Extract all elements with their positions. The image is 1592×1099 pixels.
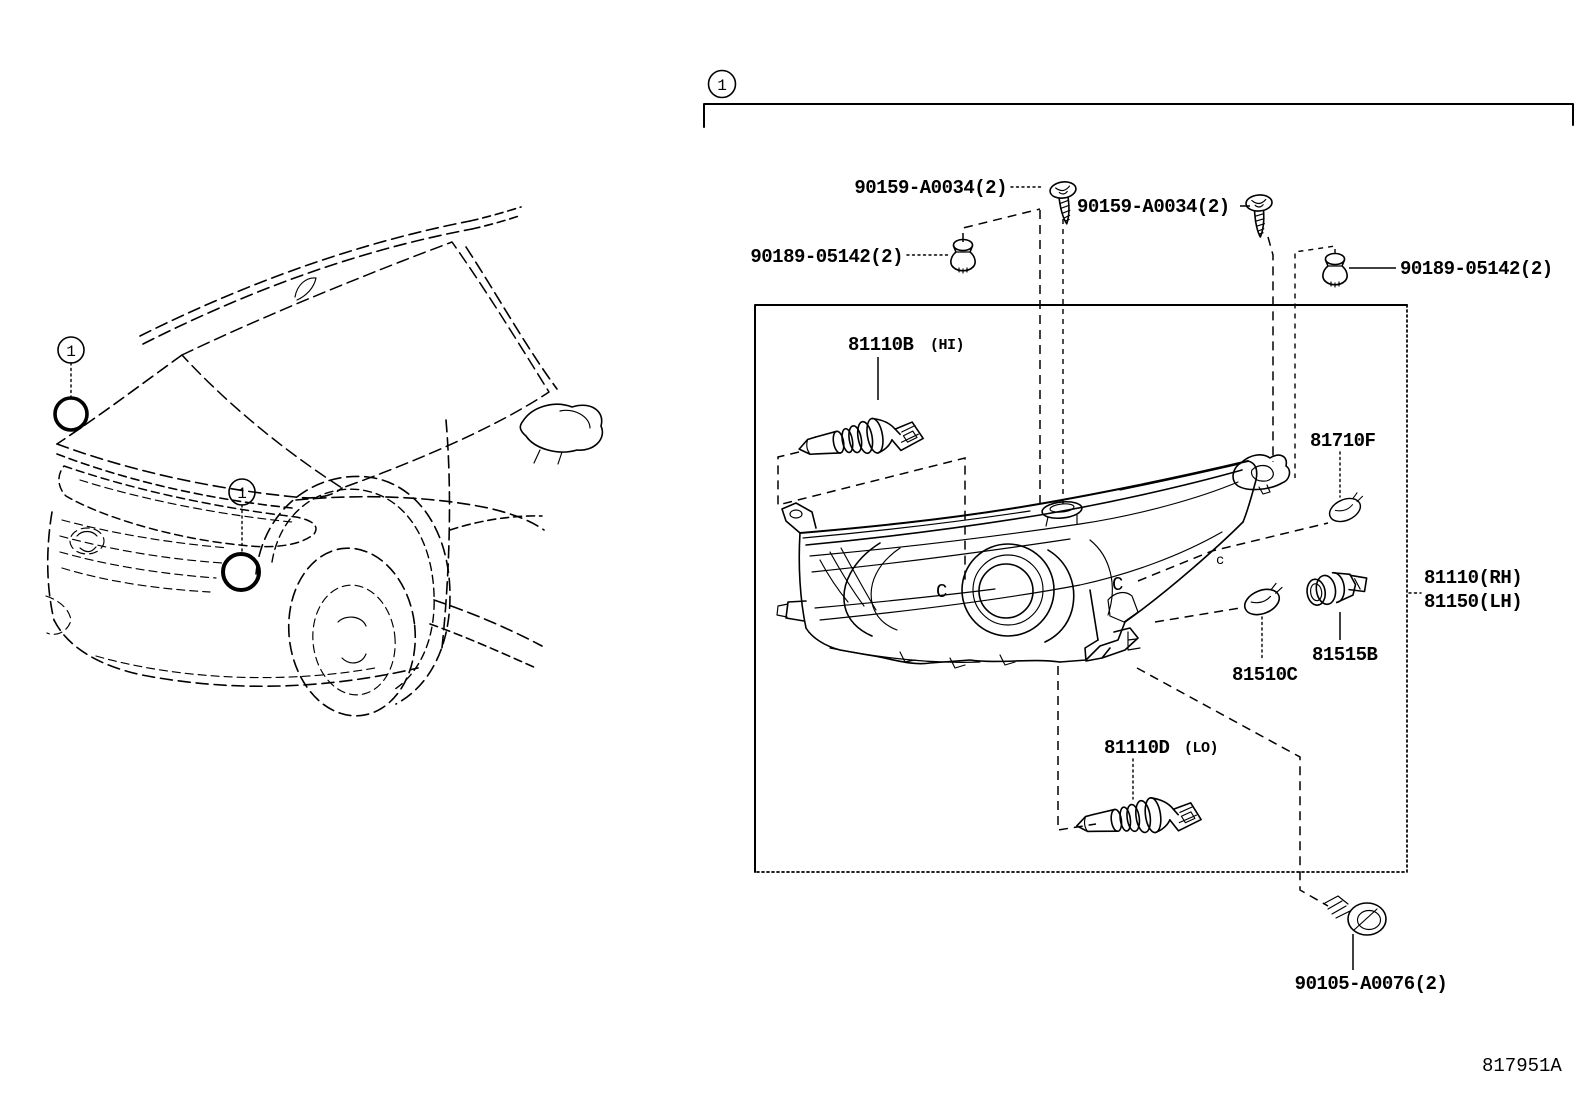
label-clip-left: 90189-05142(2)	[750, 246, 903, 268]
push-clip-icon	[951, 240, 975, 274]
car-callout-2-number: 1	[237, 485, 247, 503]
part-icons	[796, 180, 1386, 935]
car-callout-side	[223, 479, 259, 590]
label-bulb-clearance: 81510C	[1232, 664, 1298, 686]
label-screw-top-right: 90159-A0034(2)	[1077, 196, 1230, 218]
screw-icon	[1049, 180, 1081, 225]
flange-bolt-icon	[1325, 896, 1386, 935]
low-beam-bulb-icon	[1074, 791, 1202, 844]
label-bulb-side-marker: 81710F	[1310, 430, 1376, 452]
lamp-mark-left-c: C	[936, 581, 948, 603]
screw-icon	[1245, 194, 1274, 238]
car-callout-1-number: 1	[66, 343, 76, 361]
high-beam-bulb-icon	[796, 410, 924, 467]
label-bulb-high: 81110B	[848, 334, 914, 356]
section-callout-number: 1	[717, 77, 727, 95]
clearance-bulb-icon	[1241, 582, 1289, 620]
label-bulb-low-note: (LO)	[1184, 740, 1219, 757]
part-boundary-box	[755, 305, 1407, 872]
car-callout-front	[55, 337, 87, 430]
headlamp-assembly-drawing	[777, 455, 1289, 668]
front-wheel	[256, 476, 450, 722]
lamp-mark-small-c: c	[1216, 553, 1225, 569]
label-bolt-lower: 90105-A0076(2)	[1294, 973, 1448, 995]
label-socket: 81515B	[1312, 644, 1378, 666]
socket-icon	[1305, 568, 1370, 607]
label-bulb-high-note: (HI)	[930, 337, 965, 354]
figure-code: 817951A	[1482, 1055, 1562, 1077]
section-bracket	[704, 71, 1573, 128]
label-clip-right: 90189-05142(2)	[1400, 258, 1553, 280]
label-headlamp-rh: 81110(RH)	[1424, 567, 1523, 589]
front-grille	[60, 520, 228, 592]
label-headlamp-lh: 81150(LH)	[1424, 591, 1523, 613]
side-marker-bulb-icon	[1326, 491, 1369, 526]
roof-antenna	[295, 278, 316, 300]
side-mirror	[520, 404, 602, 464]
label-bulb-low: 81110D	[1104, 737, 1170, 759]
label-screw-top-left: 90159-A0034(2)	[854, 177, 1007, 199]
vehicle-illustration	[46, 207, 602, 722]
lamp-mark-right-c: C	[1112, 574, 1124, 596]
section-bracket-line	[704, 104, 1573, 127]
push-clip-icon	[1323, 254, 1347, 288]
